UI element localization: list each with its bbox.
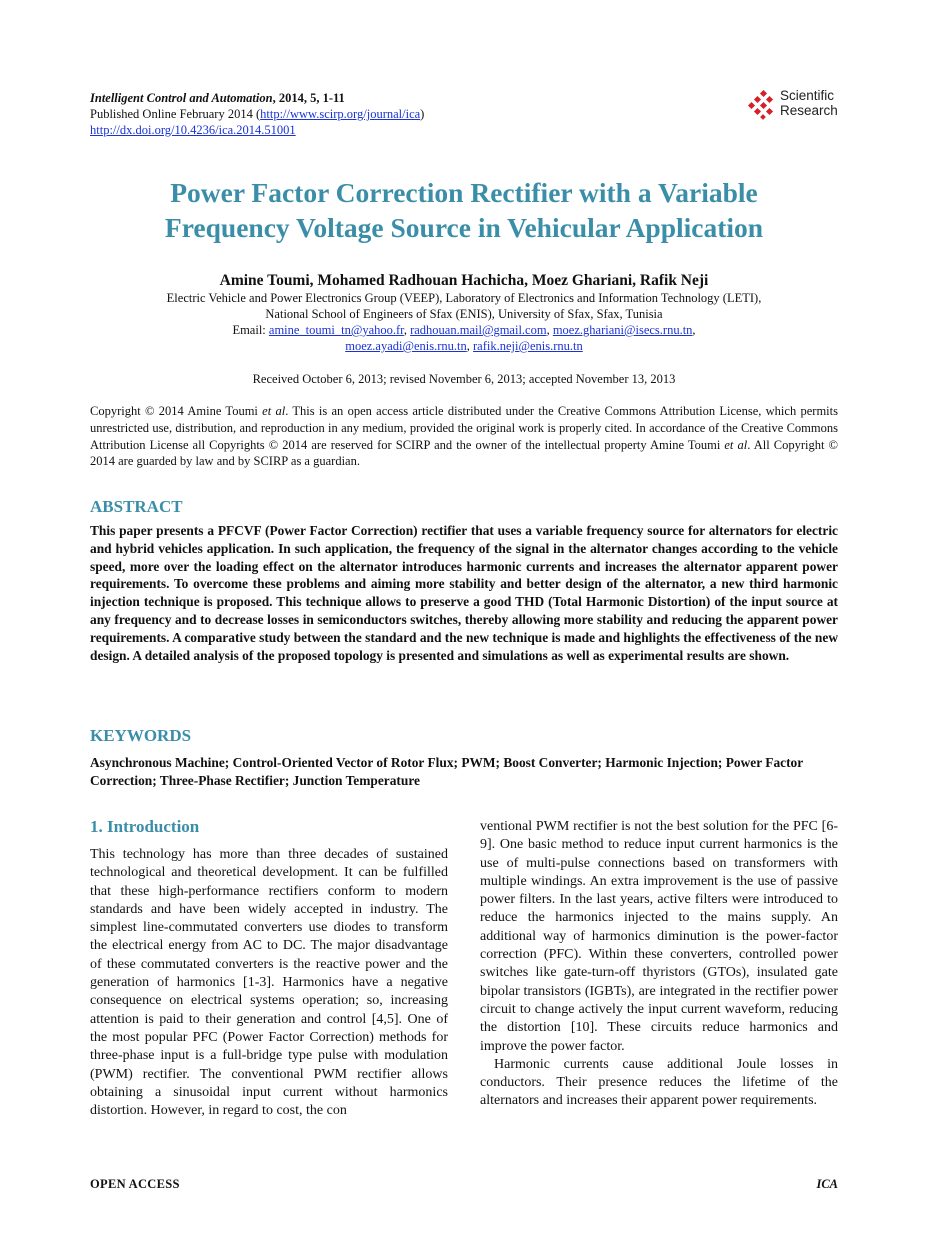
journal-name: Intelligent Control and Automation — [90, 91, 273, 105]
keywords-text: Asynchronous Machine; Control-Oriented Vector of Rotor Flux; PWM; Boost Converter; Harmonic Injection; Power Factor Correction; Three-Phase Rectifier; Junction Temperature — [90, 755, 803, 788]
email-link[interactable]: moez.ayadi@enis.rnu.tn — [345, 339, 467, 353]
logo-line-2: Research — [780, 103, 838, 118]
doi-link[interactable]: http://dx.doi.org/10.4236/ica.2014.51001 — [90, 123, 296, 137]
affiliation-line-1: Electric Vehicle and Power Electronics Group (VEEP), Laboratory of Electronics and Information Technology (LETI), — [166, 291, 762, 305]
abstract-text: This paper presents a PFCVF (Power Factor Correction) rectifier that uses a variable frequency source for alternators for electric and hybrid vehicles application. In such application, the frequency of the signal in the alternator changes according to the vehicle speed, more over the loading effect on the alternator introduces harmonic currents and increases the alternator apparent power requirements. To overcome these problems and aiming more stability and better design of the alternator, a new third harmonic injection technique is proposed. This technique allows to preserve a good THD (Total Harmonic Distortion) of the input source at any frequency and to decrease losses in semiconductors switches, thereby allowing more stability and reducing the apparent power requirements. A comparative study between the standard and the new technique is made and highlights the effectiveness of the new design. A detailed analysis of the proposed topology is presented and simulations as well as experimental results are shown. — [90, 523, 838, 663]
published-suffix: ) — [420, 107, 425, 121]
title-line-2: Frequency Voltage Source in Vehicular Application — [164, 212, 764, 243]
email-line-1 — [90, 322, 838, 338]
copyright-notice — [90, 403, 838, 470]
copyright-part-3: . All Copyright © 2014 are guarded by law and by SCIRP as a guardian. — [90, 437, 838, 469]
email-separator: , — [692, 323, 696, 337]
email-link[interactable]: rafik.neji@enis.rnu.tn — [473, 339, 583, 353]
email-link[interactable]: radhouan.mail@gmail.com — [410, 323, 547, 337]
journal-citation — [90, 90, 424, 106]
copyright-part-1: Copyright © 2014 Amine Toumi — [90, 404, 263, 418]
email-link[interactable]: amine_toumi_tn@yahoo.fr — [268, 323, 404, 337]
copyright-part-2: . This is an open access article distributed under the Creative Commons Attribution License, which permits unrestricted use, distribution, and reproduction in any medium, provided the original work is properly cited. In accordance of the Creative Commons Attribution License all Copyrights © 2014 are reserved for SCIRP and the owner of the intellectual property Amine Toumi — [90, 404, 838, 452]
scientific-research-logo — [748, 88, 848, 122]
journal-header — [90, 90, 424, 138]
right-column — [480, 818, 838, 1111]
email-separator: , — [466, 339, 474, 353]
affiliation-line-2: National School of Engineers of Sfax (ENIS), University of Sfax, Sfax, Tunisia — [265, 307, 663, 321]
published-prefix: Published Online February 2014 ( — [90, 107, 261, 121]
email-label: Email: — [232, 323, 269, 337]
title-line-1: Power Factor Correction Rectifier with a Variable — [170, 177, 758, 208]
introduction-heading: 1. Introduction — [90, 817, 200, 836]
paper-title — [90, 175, 838, 245]
keywords-heading: KEYWORDS — [90, 726, 192, 745]
logo-line-1: Scientific — [780, 88, 835, 103]
email-link[interactable]: moez.ghariani@isecs.rnu.tn — [552, 323, 693, 337]
received-dates: Received October 6, 2013; revised November 6, 2013; accepted November 13, 2013 — [252, 372, 676, 386]
journal-volume: , 2014, 5, 1-11 — [272, 91, 345, 105]
affiliation — [90, 290, 838, 354]
email-line-2 — [90, 338, 838, 354]
footer-journal-abbrev: ICA — [816, 1177, 838, 1191]
intro-paragraph-1: This technology has more than three decades of sustained technological and theoretical development. It can be fulfilled that these high-performance rectifiers conform to modern standards and have been widely accepted in industry. The simplest line-commutated converters use diodes to transform the electrical energy from AC to DC. The major disadvantage of these commutated converters is the reactive power and the generation of harmonics [1-3]. Harmonics have a negative consequence on electrical systems operation; so, increasing attention is paid to their generation and control [4,5]. One of the most popular PFC (Power Factor Correction) methods for three-phase input is a full-bridge type pulse with modulation (PWM) rectifier. The conventional PWM rectifier allows obtaining a sinusoidal input current without harmonics distortion. However, in regard to cost, the con — [90, 847, 448, 1119]
copyright-etal: et al — [262, 404, 286, 418]
published-line — [90, 106, 424, 122]
copyright-etal-2: et al — [724, 437, 748, 452]
left-column — [90, 846, 448, 1120]
intro-paragraph-2: Harmonic currents cause additional Joule losses in conductors. Their presence reduces the lifetime of the alternators and increases their apparent power requirements. — [480, 1056, 838, 1109]
email-separator: , — [403, 323, 411, 337]
journal-url-link[interactable]: http://www.scirp.org/journal/ica — [260, 107, 421, 121]
intro-paragraph-1-cont: ventional PWM rectifier is not the best solution for the PFC [6-9]. One basic method to reduce input current harmonics is the use of multi-pulse connections based on transformers with multiple windings. An extra improvement is the use of passive power filters. In the last years, active filters were introduced to reduce the harmonics injected to the mains supply. An additional way of harmonics diminution is the power-factor correction (PFC). Within these converters, controlled power switches like gate-turn-off thyristors (GTOs), insulated gate bipolar transistors (IGBTs), are integrated in the rectifier power circuit to change actively the input current waveform, reducing the distortion [10]. These circuits reduce harmonics and improve the power factor. — [480, 819, 838, 1054]
scirp-logo-icon — [748, 90, 778, 120]
author-list: Amine Toumi, Mohamed Radhouan Hachicha, Moez Ghariani, Rafik Neji — [219, 272, 709, 289]
doi-line — [90, 122, 424, 138]
footer-open-access: OPEN ACCESS — [90, 1177, 180, 1191]
email-separator: , — [546, 323, 553, 337]
logo-text — [780, 88, 838, 118]
abstract-heading: ABSTRACT — [90, 497, 183, 516]
